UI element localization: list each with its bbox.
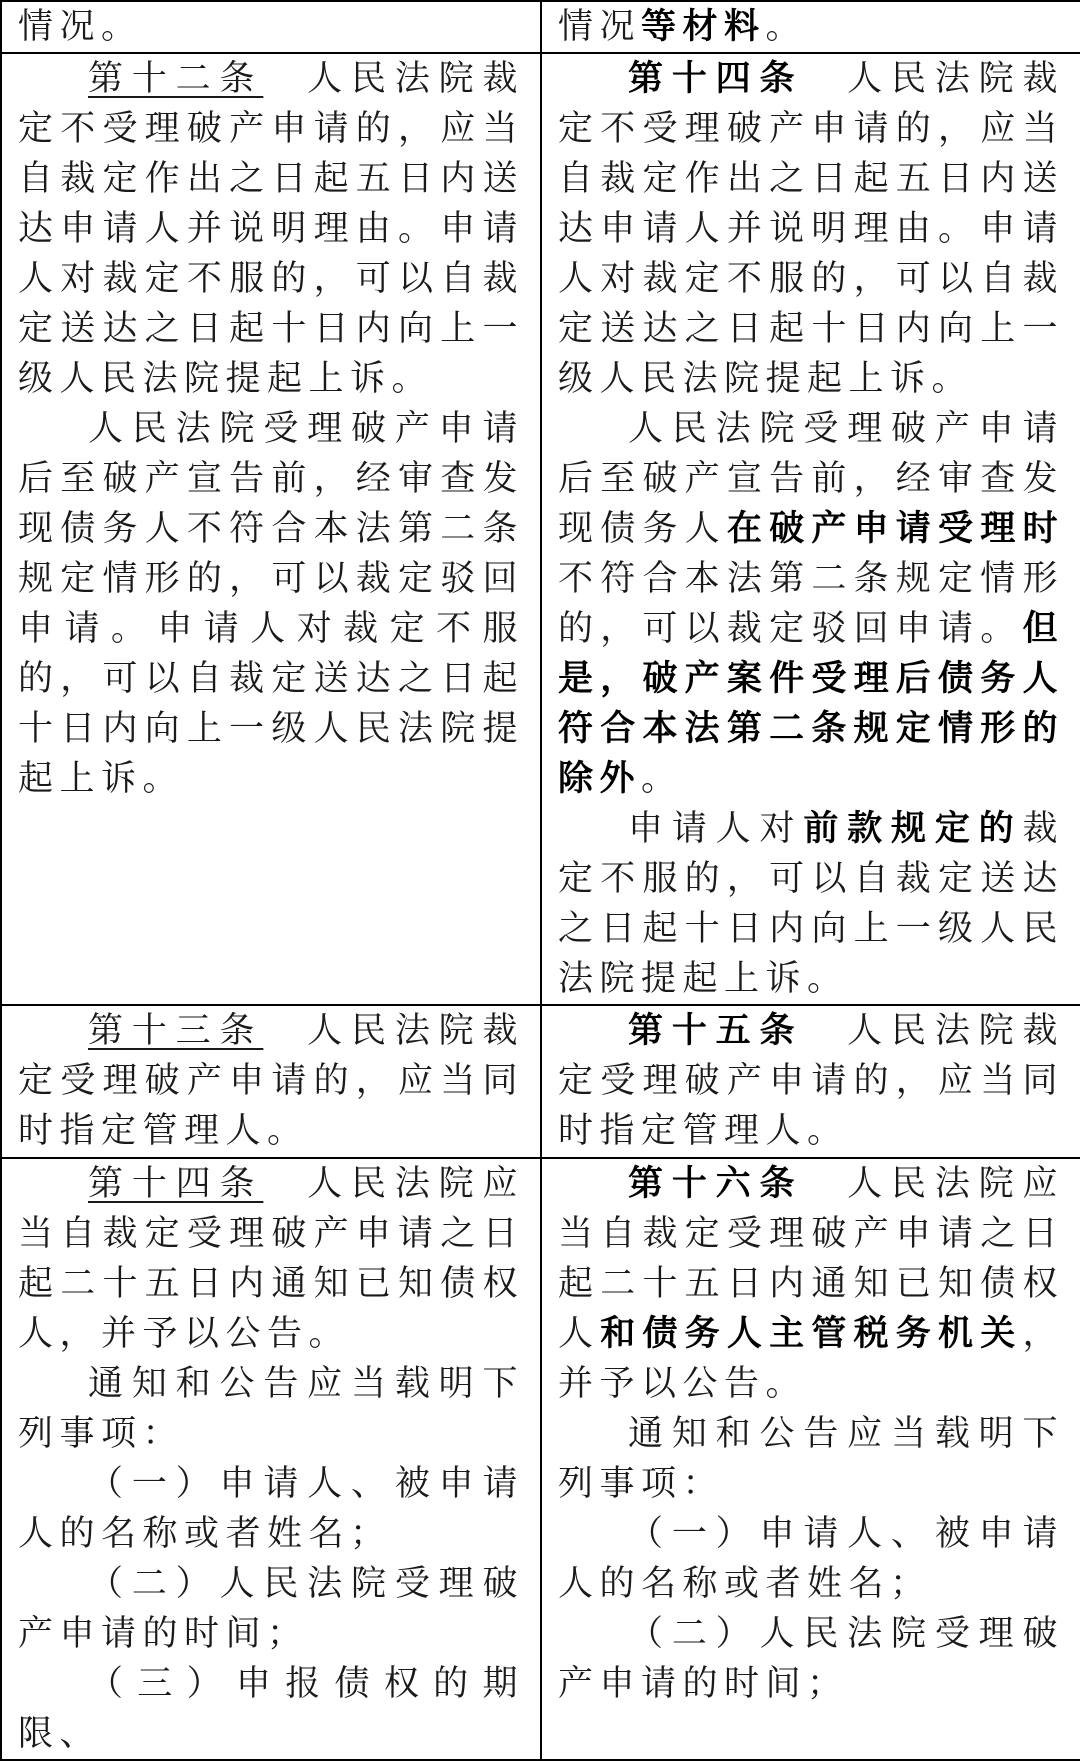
old-text-cell xyxy=(1,1005,541,1158)
text-run: 情况。 xyxy=(18,7,143,47)
text-run: 申请人对 xyxy=(628,809,804,849)
old-text-cell xyxy=(1,53,541,1005)
article-number-new: 第十五条 xyxy=(628,1011,804,1051)
text-run: （三）申报债权的期限、 xyxy=(18,1664,524,1754)
paragraph xyxy=(18,1659,524,1759)
new-text-cell xyxy=(541,53,1080,1005)
text-run: 人民法院应当自裁定受理破产申请之日起二十五日内通知已知债权人，并予以公告。 xyxy=(18,1164,524,1354)
amended-text: 但是，破产案件受理后债务人符合本法第二条规定情形的除外 xyxy=(558,609,1064,799)
paragraph xyxy=(18,404,524,804)
text-run: ，并予以公告。 xyxy=(558,1314,1064,1404)
amended-text: 前款规定的 xyxy=(803,809,1023,849)
new-text-cell xyxy=(541,1,1080,53)
text-run: （一）申请人、被申请人的名称或者姓名； xyxy=(558,1514,1064,1604)
table-row xyxy=(1,53,1080,1005)
text-run: 情况 xyxy=(558,7,642,47)
paragraph xyxy=(558,804,1064,1004)
text-run: （二）人民法院受理破产申请的时间； xyxy=(558,1614,1064,1704)
text-run: 。 xyxy=(641,759,683,799)
old-text-cell xyxy=(1,1,541,53)
text-run: （一）申请人、被申请人的名称或者姓名； xyxy=(18,1464,524,1554)
paragraph xyxy=(558,404,1064,804)
paragraph xyxy=(18,2,524,52)
article-number-old: 第十四条 xyxy=(88,1164,264,1204)
table-row xyxy=(1,1,1080,53)
paragraph xyxy=(18,54,524,404)
article-number-old: 第十三条 xyxy=(88,1011,264,1051)
paragraph xyxy=(18,1459,524,1559)
text-run: 人民法院受理破产申请后至破产宣告前，经审查发现债务人 xyxy=(558,409,1064,549)
new-text-cell xyxy=(541,1158,1080,1760)
old-text-cell xyxy=(1,1158,541,1760)
paragraph xyxy=(18,1006,524,1156)
text-run: 通知和公告应当载明下列事项： xyxy=(558,1414,1064,1504)
text-run: （二）人民法院受理破产申请的时间； xyxy=(18,1564,524,1654)
text-run: 人民法院裁定受理破产申请的，应当同时指定管理人。 xyxy=(558,1011,1064,1151)
text-run: 裁定不服的，可以自裁定送达之日起十日内向上一级人民法院提起上诉。 xyxy=(558,809,1064,999)
paragraph xyxy=(18,1159,524,1359)
text-run: 人民法院裁定不受理破产申请的，应当自裁定作出之日起五日内送达申请人并说明理由。申请人对裁定不服的，可以自裁定送达之日起十日内向上一级人民法院提起上诉。 xyxy=(558,59,1064,399)
paragraph xyxy=(18,1359,524,1459)
text-run: 人民法院应当自裁定受理破产申请之日起二十五日内通知已知债权人 xyxy=(558,1164,1064,1354)
text-run: 通知和公告应当载明下列事项： xyxy=(18,1364,524,1454)
text-run: 人民法院受理破产申请后至破产宣告前，经审查发现债务人不符合本法第二条规定情形的，可以裁定驳回申请。申请人对裁定不服的，可以自裁定送达之日起十日内向上一级人民法院提起上诉。 xyxy=(18,409,524,799)
amended-text: 和债务人主管税务机关 xyxy=(600,1314,1023,1354)
new-text-cell xyxy=(541,1005,1080,1158)
paragraph xyxy=(558,54,1064,404)
text-run: 。 xyxy=(765,7,808,47)
amended-text: 等材料 xyxy=(641,7,766,47)
text-run: 不符合本法第二条规定情形的，可以裁定驳回申请。 xyxy=(558,559,1064,649)
article-number-new: 第十六条 xyxy=(628,1164,804,1204)
amended-text: 在破产申请受理时 xyxy=(726,509,1064,549)
paragraph xyxy=(558,1159,1064,1409)
table-row xyxy=(1,1158,1080,1760)
paragraph xyxy=(558,1409,1064,1509)
text-run: 人民法院裁定不受理破产申请的，应当自裁定作出之日起五日内送达申请人并说明理由。申请人对裁定不服的，可以自裁定送达之日起十日内向上一级人民法院提起上诉。 xyxy=(18,59,524,399)
paragraph xyxy=(558,2,1064,52)
table-row xyxy=(1,1005,1080,1158)
paragraph xyxy=(558,1509,1064,1609)
article-number-new: 第十四条 xyxy=(628,59,804,99)
article-number-old: 第十二条 xyxy=(88,59,264,99)
text-run: 人民法院裁定受理破产申请的，应当同时指定管理人。 xyxy=(18,1011,524,1151)
paragraph xyxy=(558,1006,1064,1156)
paragraph xyxy=(558,1609,1064,1709)
paragraph xyxy=(18,1559,524,1659)
